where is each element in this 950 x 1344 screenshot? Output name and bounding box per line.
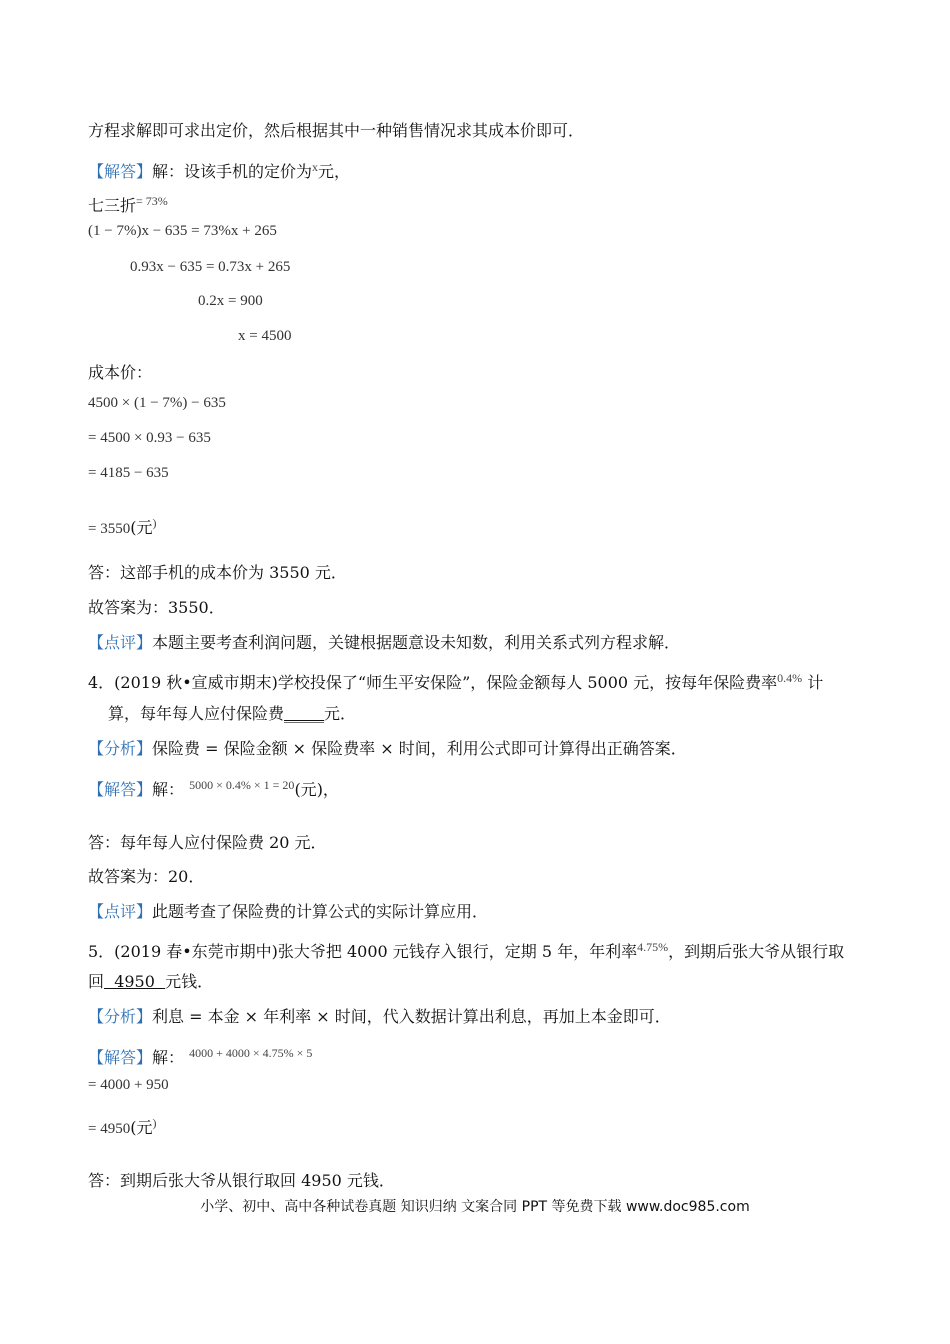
solution-text-end: 元， — [318, 162, 351, 181]
question-4 — [88, 667, 823, 694]
equation-line — [88, 1112, 156, 1140]
equation-line: = 4500 × 0.93 − 635 — [88, 430, 211, 446]
answer-line: 答：每年每人应付保险费 20 元． — [88, 833, 327, 852]
equation-line: (1 − 7%)x − 635 = 73%x + 265 — [88, 223, 277, 239]
analysis-tag: 【分析】 — [88, 739, 153, 758]
unit: (元 — [294, 780, 317, 799]
question-text-end: 元钱． — [165, 972, 214, 991]
variable-x: x — [312, 160, 319, 174]
solution-line — [88, 1042, 312, 1069]
solution-formula: 5000 × 0.4% × 1 = 20 — [189, 778, 295, 792]
answer-line: 答：到期后张大爷从银行取回 4950 元钱． — [88, 1171, 395, 1190]
equation-line: 0.2x = 900 — [198, 293, 263, 309]
unit: (元 — [130, 518, 153, 537]
analysis-line — [88, 738, 687, 760]
answer-line: 故答案为：3550． — [88, 598, 225, 617]
question-text-end: ，到期后张大爷从银行取 — [668, 942, 845, 961]
equation-line: = 4185 − 635 — [88, 465, 169, 481]
answer-blank: 4950 — [104, 972, 166, 991]
paren: ) — [152, 1116, 157, 1130]
solution-text: 解： — [152, 780, 185, 799]
question-text: 5．(2019 春•东莞市期中)张大爷把 4000 元钱存入银行，定期 5 年，年利率 — [88, 942, 638, 961]
comment-text: 本题主要考查利润问题，关键根据题意设未知数，利用关系式列方程求解． — [152, 633, 681, 652]
question-text: 回 — [88, 972, 105, 991]
comment-line — [88, 901, 488, 923]
paren: ) — [152, 516, 157, 530]
comment-line — [88, 632, 680, 654]
equation-line: x = 4500 — [238, 328, 292, 344]
question-5 — [88, 936, 844, 963]
solution-tag: 【解答】 — [88, 780, 153, 799]
equation-line — [88, 512, 156, 540]
text-line: 成本价： — [88, 363, 153, 382]
paren: )， — [316, 780, 339, 799]
comment-text: 此题考查了保险费的计算公式的实际计算应用． — [152, 902, 489, 921]
solution-line — [88, 156, 350, 183]
question-5-cont — [88, 971, 213, 993]
answer-line: 故答案为：20． — [88, 867, 205, 886]
equation-line: = 4000 + 950 — [88, 1077, 169, 1093]
question-text-end: 计 — [807, 673, 824, 692]
comment-tag: 【点评】 — [88, 902, 153, 921]
equation-value: = 3550 — [88, 521, 131, 537]
solution-tag: 【解答】 — [88, 1048, 153, 1067]
discount-line — [88, 190, 168, 217]
analysis-text: 保险费 = 保险金额 × 保险费率 × 时间，利用公式即可计算得出正确答案． — [152, 739, 687, 758]
equation-value: = 4950 — [88, 1121, 131, 1137]
equation-line: 0.93x − 635 = 0.73x + 265 — [130, 259, 291, 275]
solution-text: 解： — [152, 1048, 185, 1067]
analysis-tag: 【分析】 — [88, 1007, 153, 1026]
text-line: 方程求解即可求出定价，然后根据其中一种销售情况求其成本价即可． — [88, 121, 585, 140]
analysis-text: 利息 = 本金 × 年利率 × 时间，代入数据计算出利息，再加上本金即可． — [152, 1007, 671, 1026]
question-text: 算，每年每人应付保险费 — [108, 704, 285, 723]
rate: 0.4% — [777, 671, 803, 685]
page-footer: 小学、初中、高中各种试卷真题 知识归纳 文案合同 PPT 等免费下载 www.doc985.com — [200, 1199, 750, 1215]
discount-label: 七三折 — [88, 196, 137, 215]
solution-tag: 【解答】 — [88, 162, 153, 181]
question-4-cont — [108, 703, 356, 725]
comment-tag: 【点评】 — [88, 633, 153, 652]
solution-line — [88, 774, 339, 801]
answer-line: 答：这部手机的成本价为 3550 元． — [88, 563, 347, 582]
equation-line: 4500 × (1 − 7%) − 635 — [88, 395, 226, 411]
rate: 4.75% — [637, 940, 669, 954]
question-text-end: 元． — [324, 704, 357, 723]
discount-value: = 73% — [136, 194, 168, 208]
solution-text: 解：设该手机的定价为 — [152, 162, 313, 181]
answer-blank: _____ — [284, 704, 325, 723]
analysis-line — [88, 1006, 671, 1028]
question-text: 4．(2019 秋•宣威市期末)学校投保了“师生平安保险”，保险金额每人 5000 元，按每年保险费率 — [88, 673, 778, 692]
solution-formula: 4000 + 4000 × 4.75% × 5 — [189, 1046, 313, 1060]
unit: (元 — [130, 1118, 153, 1137]
